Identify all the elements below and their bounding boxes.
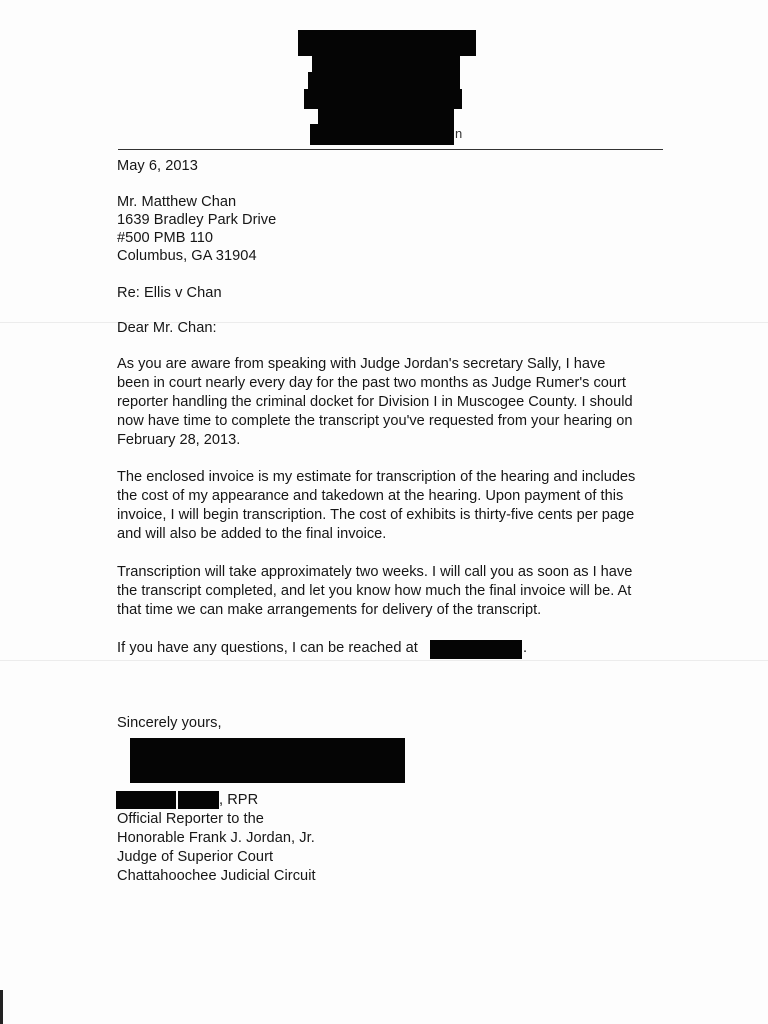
recipient-street: 1639 Bradley Park Drive xyxy=(117,212,277,228)
paragraph-line: been in court nearly every day for the past two months as Judge Rumer's court xyxy=(117,375,626,391)
letter-date: May 6, 2013 xyxy=(117,158,198,174)
redaction-bar xyxy=(310,124,454,145)
paragraph-line: now have time to complete the transcript you've requested from your hearing on xyxy=(117,413,633,429)
paragraph-line: As you are aware from speaking with Judge Jordan's secretary Sally, I have xyxy=(117,356,606,372)
letterhead-fragment: n xyxy=(455,126,463,141)
paragraph-line: the cost of my appearance and takedown at the hearing. Upon payment of this xyxy=(117,488,624,504)
page-fold-line xyxy=(0,660,768,661)
paragraph-line: the transcript completed, and let you know how much the final invoice will be. At xyxy=(117,583,632,599)
recipient-name: Mr. Matthew Chan xyxy=(117,194,237,210)
paragraph-line: invoice, I will begin transcription. The cost of exhibits is thirty-five cents per page xyxy=(117,507,635,523)
redacted-last-name xyxy=(178,791,219,809)
signer-title-line: Official Reporter to the xyxy=(117,811,264,827)
salutation: Dear Mr. Chan: xyxy=(117,320,217,336)
redacted-signature xyxy=(130,738,405,783)
paragraph-line: The enclosed invoice is my estimate for transcription of the hearing and includes xyxy=(117,469,636,485)
signer-title-line: Judge of Superior Court xyxy=(117,849,274,865)
page-fold-line xyxy=(0,322,768,323)
body-paragraph-2 xyxy=(117,468,635,544)
recipient-unit: #500 PMB 110 xyxy=(117,230,214,246)
paragraph-line: Transcription will take approximately two weeks. I will call you as soon as I have xyxy=(117,564,633,580)
signer-title-line: Honorable Frank J. Jordan, Jr. xyxy=(117,830,315,846)
credential-suffix: , RPR xyxy=(219,792,259,808)
re-line: Re: Ellis v Chan xyxy=(117,285,222,301)
redacted-first-name xyxy=(116,791,176,809)
contact-line xyxy=(117,639,418,658)
paragraph-line: that time we can make arrangements for delivery of the transcript. xyxy=(117,602,542,618)
contact-suffix: . xyxy=(523,640,528,656)
scan-edge-mark xyxy=(0,990,3,1024)
contact-prefix: If you have any questions, I can be reached at xyxy=(117,640,418,656)
signer-title-line: Chattahoochee Judicial Circuit xyxy=(117,868,316,884)
paragraph-line: and will also be added to the final invoice. xyxy=(117,526,387,542)
redacted-phone-number xyxy=(430,640,522,659)
paragraph-line: reporter handling the criminal docket for Division I in Muscogee County. I should xyxy=(117,394,633,410)
body-paragraph-3 xyxy=(117,563,632,620)
paragraph-line: February 28, 2013. xyxy=(117,432,241,448)
recipient-city-state-zip: Columbus, GA 31904 xyxy=(117,248,257,264)
letterhead-rule xyxy=(118,149,663,150)
closing: Sincerely yours, xyxy=(117,715,222,731)
body-paragraph-1 xyxy=(117,355,633,450)
